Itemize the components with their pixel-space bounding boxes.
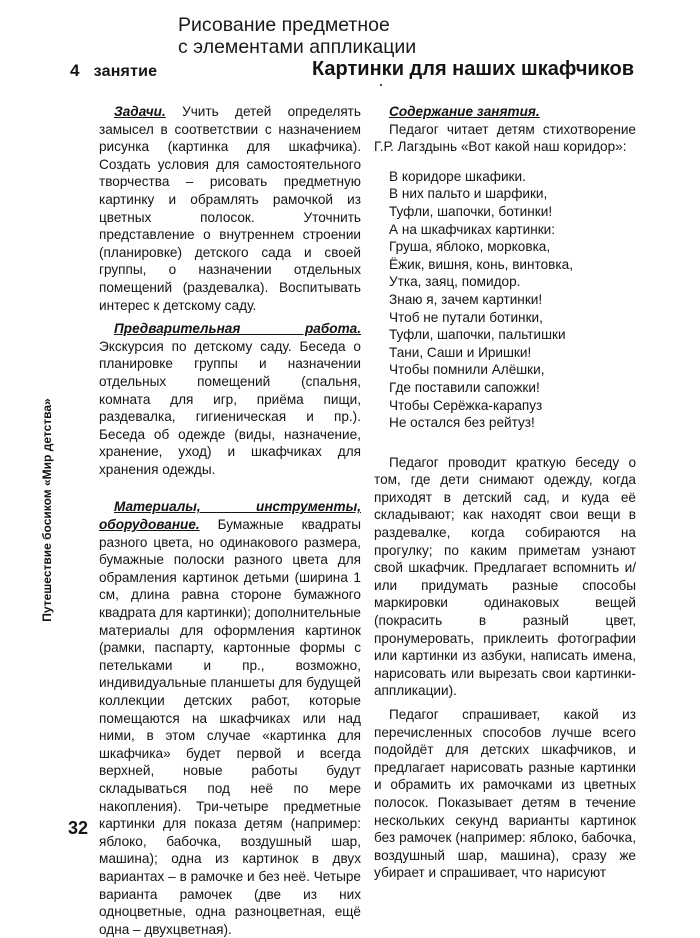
poem-line: Не остался без рейтуз! — [389, 415, 535, 431]
poem-line: Чтоб не путали ботинки, — [389, 309, 543, 325]
section-heading-line-1: Рисование предметное — [178, 14, 390, 36]
side-caption-text: Путешествие босиком «Мир детства» — [40, 398, 54, 622]
lesson-number — [70, 61, 157, 81]
poem-line: Чтобы помнили Алёшки, — [389, 362, 545, 378]
poem-line: Утка, заяц, помидор. — [389, 274, 521, 290]
poem-line: Чтобы Серёжка-карапуз — [389, 397, 543, 413]
poem-line: В них пальто и шарфики, — [389, 186, 548, 202]
question-paragraph: Педагог спрашивает, какой из перечисленных способов лучше всего подойдёт для детских шкафчиков, и предлагает нарисовать разные картинки и обрамить их рамочками из цветных полосок. Показывает детям в течение нескольких секунд варианты картинок без рамочек (например: яблоко, бабочка, воздушный шар, машина), сразу же убирает и спрашивает, что нарисуют — [374, 707, 636, 881]
preliminary-work-text: Экскурсия по детскому саду. Беседа о планировке группы и назначении отдельных помещений (спальня, комната для игр, приёма пищи, раздевалка, гигиеническая и пр.). Беседа об одежде (виды, назначение, хранение, уход) и шкафчиках для хранения одежды. — [99, 338, 361, 477]
poem — [389, 168, 636, 432]
section-heading — [178, 14, 578, 58]
lesson-content-heading: Содержание занятия. — [389, 104, 540, 119]
poem-line: Туфли, шапочки, пальтишки — [389, 327, 566, 343]
page-title: Картинки для наших шкафчиков — [311, 58, 634, 80]
decorative-dot — [380, 84, 382, 86]
poem-line: Туфли, шапочки, ботинки! — [389, 203, 553, 219]
tasks-paragraph — [99, 103, 361, 314]
poem-line: Где поставили сапожки! — [389, 379, 540, 395]
tasks-label: Задачи. — [114, 104, 166, 119]
materials-label: Материалы, инструменты, оборудование. — [99, 499, 361, 533]
intro-paragraph: Педагог читает детям стихотворение Г.Р. Лагздынь «Вот какой наш коридор»: — [374, 121, 636, 155]
materials-paragraph — [99, 498, 361, 938]
poem-line: В коридоре шкафики. — [389, 168, 526, 184]
left-column — [99, 103, 361, 938]
tasks-text: Учить детей определять замысел в соответствии с назначением рисунка (картинка для шкафчика). Создать условия для самостоятельного творчества – рисовать предметную картинку и обрамлять рамочкой из цветных полосок. Уточнить представление о внутреннем строении (планировке) детского сада и своей группы, о назначении отдельных помещений (раздевалка). Воспитывать интерес к детскому саду. — [99, 104, 361, 313]
poem-line: А на шкафчиках картинки: — [389, 221, 556, 237]
right-column — [374, 103, 636, 882]
poem-line: Ёжик, вишня, конь, винтовка, — [389, 256, 573, 272]
page-number: 32 — [68, 818, 89, 838]
preliminary-work-label: Предварительная работа. — [114, 321, 361, 337]
conversation-paragraph: Педагог проводит краткую беседу о том, где дети снимают одежду, когда приходят в детский сад, и куда её складывают; как находят свои вещи в раздевалке, когда собираются на прогулку; по каким приметам узнают свой шкафчик. Предлагает вспомнить и/или придумать разные способы маркировки одинаковых вещей (покрасить в разный цвет, пронумеровать, приклеить фотографии или картинки из азбуки, написать имена, нарисовать или вырезать свои картинки-аппликации). — [374, 454, 636, 699]
lesson-number-value: 4 — [70, 61, 80, 80]
preliminary-work-paragraph — [99, 320, 361, 478]
lesson-number-word: занятие — [93, 63, 158, 80]
poem-line: Груша, яблоко, морковка, — [389, 239, 551, 255]
poem-line: Знаю я, зачем картинки! — [389, 291, 543, 307]
poem-line: Тани, Саши и Иришки! — [389, 344, 532, 360]
materials-text: Бумажные квадраты разного цвета, но одинакового размера, бумажные полоски разного цвета для обрамления картинок детьми (ширина 1 см, длина равна стороне бумажного квадрата для картинки); дополнительные материалы для оформления картинок (рамки, паспарту, картонные формы с петельками и пр., возможно, индивидуальные планшеты для будущей коллекции детских работ, которые помещаются на шкафчиках или над ними, в этом случае «картинка для шкафчика» будет первой и всегда верхней, новые работы будут складываться под неё по мере накопления). Три-четыре предметные картинки для показа детям (например: яблоко, бабочка, воздушный шар, машина); одна из картинок в двух вариантах – в рамочке и без неё. Четыре варианта рамочек (две из них одноцветные, одна разноцветная, ещё одна – двухцветная). — [99, 517, 361, 937]
section-heading-line-2: с элементами аппликации — [178, 36, 417, 58]
